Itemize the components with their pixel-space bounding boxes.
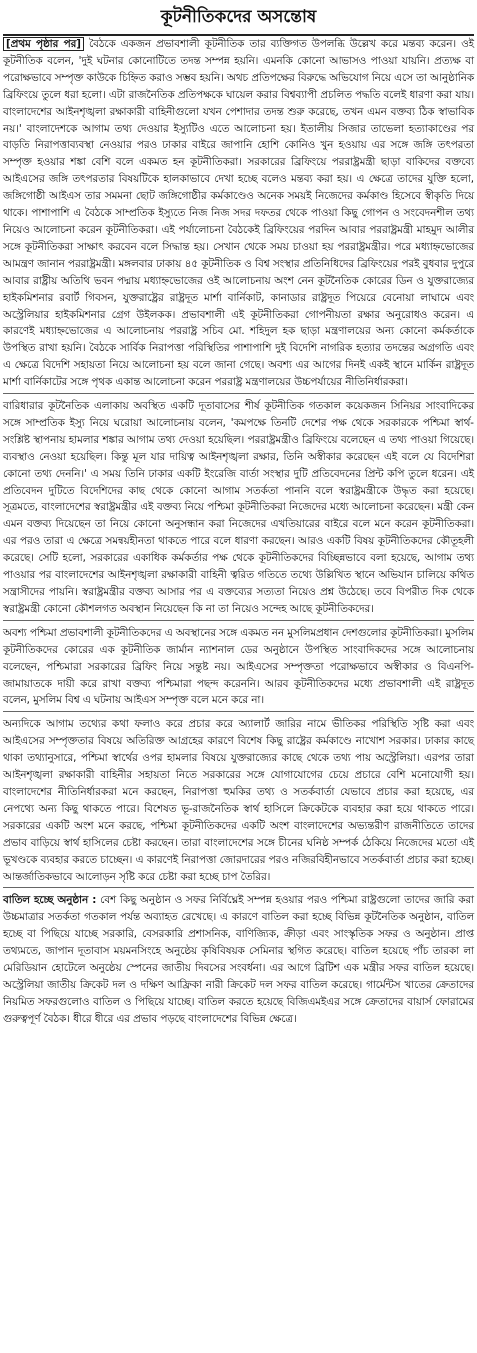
article-paragraph-2 <box>3 398 474 618</box>
article-paragraph-4 <box>3 716 474 885</box>
paragraph-divider <box>3 887 474 888</box>
subheading-cancelled-events: বাতিল হচ্ছে অনুষ্ঠান : <box>3 894 97 907</box>
article-paragraph-1 <box>3 36 474 391</box>
article-paragraph-3 <box>3 625 474 710</box>
paragraph-text: অবশ্য পশ্চিমা প্রভাবশালী কূটনীতিকদের এ অবস্থানের সঙ্গে একমত নন মুসলিমপ্রধান দেশগুলোর কূটনীতিকরা। মুসলিম কূটনীতিকদের কোরের এক কূটনীতিক জার্মান ন্যাশনাল ডের অনুষ্ঠানে উপস্থিত সাংবাদিকদের সঙ্গে আলোচনায় বলেছেন, পশ্চিমারা সরকারের ব্রিফিং নিয়ে সন্তুষ্ট নয়। আইএসের সম্পৃক্ততা পরোক্ষভাবে অস্বীকার ও বিএনপি-জামায়াতকে দায়ী করে রাখা বক্তব্য পশ্চিমারা পছন্দ করেননি। আরব কূটনীতিকদের মধ্যে প্রভাবশালী এই রাষ্ট্রদূত বলেন, মুসলিম বিশ্ব এ ঘটনায় আইএস সম্পৃক্ত বলে মনে করে না। <box>3 626 474 707</box>
paragraph-divider <box>3 393 474 394</box>
continuation-marker: [প্রথম পৃষ্ঠার পর] <box>3 37 84 51</box>
paragraph-text: বেশ কিছু অনুষ্ঠান ও সফর নির্বিঘ্নেই সম্পন্ন হওয়ার পরও পশ্চিমা রাষ্ট্রগুলো তাদের জারি করা উচ্চমাত্রার সতর্কতা গতকাল পর্যন্ত অব্যাহত রেখেছে। এ কারণে বাতিল করা হচ্ছে বিভিন্ন কূটনৈতিক অনুষ্ঠান, বাতিল হচ্ছে বা পিছিয়ে যাচ্ছে সরকারি, বেসরকারি প্রশাসনিক, বাণিজ্যিক, ক্রীড়া এবং সাংস্কৃতিক সফর ও অনুষ্ঠান। প্রাপ্ত তথ্যমতে, জাপান দূতাবাস ময়মনসিংহে অনুষ্ঠেয় কৃষিবিষয়ক সেমিনার স্থগিত করেছে। বাতিল হয়েছে পাঁচ তারকা লা মেরিডিয়ান হোটেলে অনুষ্ঠেয় স্পেনের জাতীয় দিবসের সংবর্ধনা। এর আগে ব্রিটিশ এক মন্ত্রীর সফর বাতিল হয়েছে। অস্ট্রেলিয়া জাতীয় ক্রিকেট দল ও দক্ষিণ আফ্রিকা নারী ক্রিকেট দল সফর বাতিল করেছে। গার্মেন্টস খাতের ক্রেতাদের নিয়মিত সফরগুলোও বাতিল ও পিছিয়ে যাচ্ছে। বাতিল করতে হয়েছে বিজিএমইএর সঙ্গে ক্রেতাদের বায়ার্স ফোরামের গুরুত্বপূর্ণ বৈঠক। ধীরে ধীরে এর প্রভাব পড়ছে বাংলাদেশের বিভিন্ন ক্ষেত্রে। <box>3 894 474 1025</box>
paragraph-divider <box>3 711 474 712</box>
paragraph-text: অন্যদিকে আগাম তথ্যের কথা ফলাও করে প্রচার করে অ্যালার্ট জারির নামে ভীতিকর পরিস্থিতি সৃষ্টি করা এবং আইএসের সম্পৃক্ততার বিষয়ে অতিরিক্ত আগ্রহের কারণে বিশেষ কিছু রাষ্ট্রের কর্মকাণ্ডে নাখোশ সরকার। ঢাকার কাছে থাকা তথ্যানুসারে, পশ্চিমা স্বার্থের ওপর হামলার বিষয়ে যুক্তরাজ্যের কাছে থেকে তথ্য পায় অস্ট্রেলিয়া। এরপর তারা আইনশৃঙ্খলা রক্ষাকারী বাহিনীর সহায়তা নিতে সরকারের সঙ্গে যোগাযোগের চেয়ে প্রচারে বেশি মনোযোগী হয়। বাংলাদেশের নীতিনির্ধারকরা মনে করছেন, নিরাপত্তা হুমকির তথ্য ও সতর্কবার্তা যেভাবে প্রচার করা হয়েছে, এর নেপথ্যে অন্য কিছু থাকতে পারে। বিশেষত ভূ-রাজনৈতিক স্বার্থ হাসিলে ক্রিকেটকে ব্যবহার করা হয়ে থাকতে পারে। সরকারের একটি অংশ মনে করছে, পশ্চিমা কূটনীতিকদের একটি অংশ বাংলাদেশের অভ্যন্তরীণ রাজনীতিতে তাদের প্রভাব বাড়িয়ে স্বার্থ হাসিলের চেষ্টা করছেন। তারা বাংলাদেশের সঙ্গে চীনের ঘনিষ্ঠ সম্পর্ক ঠেকিয়ে নিজেদের মতো এই ভূখণ্ডকে ব্যবহার করতে চাচ্ছেন। এ কারণেই নিরাপত্তা জোরদারের পরও নজিরবিহীনভাবে সতর্কবার্তা প্রচার করা হচ্ছে। আন্তর্জাতিকভাবে আলোড়ন সৃষ্টি করে চেষ্টা করা হচ্ছে চাপ তৈরির। <box>3 718 474 883</box>
paragraph-text: বৈঠকে একজন প্রভাবশালী কূটনীতিক তার ব্যক্তিগত উপলব্ধি উল্লেখ করে মন্তব্য করেন। ওই কূটনীতিক বলেন, 'দুই ঘটনার কোনোটিতে তদন্ত সম্পন্ন হয়নি। এমনকি কোনো আভাসও পাওয়া যায়নি। প্রত্যক্ষ বা পরোক্ষভাবে সম্পৃক্ত কাউকে চিহ্নিত করাও সম্ভব হয়নি। অথচ প্রতিপক্ষের বিরুদ্ধে অভিযোগ নিয়ে এসে তা আনুষ্ঠানিক ব্রিফিংয়ে তুলে ধরা হলো। এটা রাজনৈতিক প্রতিপক্ষকে ঘায়েল করার বিশ্বব্যাপী প্রচলিত পদ্ধতি বলেই ধারণা করা যায়। বাংলাদেশের আইনশৃঙ্খলা রক্ষাকারী বাহিনীগুলো যখন পেশাদার তদন্ত শুরু করেছে, তখন এমন বক্তব্য ঠিক স্বাভাবিক নয়।' বাংলাদেশকে আগাম তথ্য দেওয়ার ইস্যুটিও এতে আলোচনা হয়। ইতালীয় সিজার তাভেলা হত্যাকাণ্ডের পর বাড়তি নিরাপত্তাব্যবস্থা নেওয়ার পরও ঢাকার বাইরে জাপানি হোশি কোনিও খুন হওয়ায় এর সঙ্গে জঙ্গি তৎপরতা সম্পৃক্ত হওয়ার শঙ্কা বেশি বলে একমত হন কূটনীতিকরা। সরকারের ব্রিফিংয়ে পররাষ্ট্রমন্ত্রী ছাড়া বাকিদের বক্তব্যে আইএসের জঙ্গি তৎপরতার বিষয়টিকে হালকাভাবে দেখা হচ্ছে বলেও মন্তব্য করা হয়। এ ক্ষেত্রে তাদের যুক্তি হলো, জঙ্গিগোষ্ঠী আইএস তার সমমনা ছোট জঙ্গিগোষ্ঠীর কর্মকাণ্ডেও অনেক সময়ই নিজেদের কর্মকাণ্ড হিসেবে স্বীকৃতি দিয়ে থাকে। পাশাপাশি এ বৈঠকে সাম্প্রতিক ইস্যুতে নিজ নিজ সদর দফতর থেকে পাওয়া কিছু গোপন ও সংবেদনশীল তথ্য নিয়েও আলোচনা করেন কূটনীতিকরা। এই পর্যালোচনা বৈঠকেই ব্রিফিংয়ের পরদিন আবার পররাষ্ট্রমন্ত্রী মাহমুদ আলীর সঙ্গে কূটনীতিকরা সাক্ষাৎ করবেন বলে সিদ্ধান্ত হয়। সেখান থেকে সময় চাওয়া হয় পররাষ্ট্রমন্ত্রীর। পরে মধ্যাহ্নভোজের আমন্ত্রণ জানান পররাষ্ট্রমন্ত্রী। মঙ্গলবার ঢাকায় ৪৫ কূটনীতিক ও বিশ্ব সংস্থার প্রতিনিধিদের ব্রিফিংয়ের পরই বুধবার দুপুরে আবার রাষ্ট্রীয় অতিথি ভবন পদ্মায় মধ্যাহ্নভোজের ওই আলোচনায় অংশ নেন কূটনৈতিক কোরের ডিন ও যুক্তরাজ্যের হাইকমিশনার রবার্ট গিবসন, যুক্তরাষ্ট্রের রাষ্ট্রদূত মার্শা বার্নিকাট, কানাডার রাষ্ট্রদূত পিয়েরে বেনোয়া লাঘামে এবং অস্ট্রেলিয়ার হাইকমিশনার গ্রেগ উইলকক। প্রভাবশালী এই কূটনীতিকরা গোপনীয়তা রক্ষার অনুরোধও করেন। এ কারণেই মধ্যাহ্নভোজের এ আলোচনায় পররাষ্ট্র সচিব মো. শহিদুল হক ছাড়া মন্ত্রণালয়ের অন্য কোনো কর্মকর্তাকে উপস্থিত রাখা হয়নি। বৈঠকে সার্বিক নিরাপত্তা পরিস্থিতির পাশাপাশি দুই বিদেশি নাগরিক হত্যার তদন্তের অগ্রগতি এবং এ ক্ষেত্রে বিদেশি সহায়তা নিয়ে আলোচনা হয় বলে জানা গেছে। অবশ্য এর আগের দিনই একই স্থানে মার্কিন রাষ্ট্রদূত মার্শা বার্নিকাটের সঙ্গে পৃথক একান্ত আলোচনা করেন পররাষ্ট্র মন্ত্রণালয়ের উচ্চপর্যায়ের নীতিনির্ধারকরা। <box>3 38 474 389</box>
article-headline: কূটনীতিকদের অসন্তোষ <box>3 0 474 36</box>
article-paragraph-5 <box>3 892 474 1027</box>
paragraph-divider <box>3 620 474 621</box>
paragraph-text: বারিধারার কূটনৈতিক এলাকায় অবস্থিত একটি দূতাবাসের শীর্ষ কূটনীতিক গতকাল কয়েকজন সিনিয়র সাংবাদিকের সঙ্গে সাম্প্রতিক ইস্যু নিয়ে ঘরোয়া আলোচনায় বলেন, 'কমপক্ষে তিনটি দেশের পক্ষ থেকে সরকারকে পশ্চিমা স্বার্থ-সংশ্লিষ্ট স্থাপনায় হামলার শঙ্কার আগাম তথ্য দেওয়া হয়েছিল। পররাষ্ট্রমন্ত্রীও ব্রিফিংয়ে বলেছেন এ তথ্য পাওয়া গিয়েছে। ব্যবস্থাও নেওয়া হয়েছিল। কিন্তু মূল যার দায়িত্ব আইনশৃঙ্খলা রক্ষার, তিনি অস্বীকার করেছেন এই বলে যে বিদেশিরা কোনো তথ্য দেননি।' এ সময় তিনি ঢাকার একটি ইংরেজি বার্তা সংস্থার দুটি প্রতিবেদনের প্রিন্ট কপি তুলে ধরেন। এই প্রতিবেদন দুটিতে বিদেশিদের কাছ থেকে কোনো আগাম সতর্কতা পাননি বলে স্বরাষ্ট্রমন্ত্রীকে উদ্ধৃত করা হয়েছে। সূত্রমতে, বাংলাদেশের স্বরাষ্ট্রমন্ত্রীর এই বক্তব্য নিয়ে পশ্চিমা কূটনীতিকরা নিজেদের মধ্যে আলোচনা করেছেন। মন্ত্রী কেন এমন বক্তব্য দিয়েছেন তা নিয়ে কোনো অনুসন্ধান করা নিজেদের এখতিয়ারের বাইরে বলে মনে করেন কূটনীতিকরা। এর পরও তারা এ ক্ষেত্রে সমন্বয়হীনতা থাকতে পারে বলে ধারণা করছেন। আরও একটি বিষয় কূটনীতিকদের কৌতূহলী করেছে। সেটি হলো, সরকারের একাধিক কর্মকর্তার পক্ষ থেকে কূটনীতিকদের বিচ্ছিন্নভাবে বলা হয়েছে, আগাম তথ্য পাওয়ার পর বাংলাদেশের আইনশৃঙ্খলা রক্ষাকারী বাহিনী ত্বরিত গতিতে তথ্যে উল্লিখিত স্থানে অভিযান চালিয়ে কথিত সন্ত্রাসীদের পায়নি। স্বরাষ্ট্রমন্ত্রীর বক্তব্য আসার পর এ বক্তব্যের সত্যতা নিয়েও প্রশ্ন উঠেছে। তবে বিপরীত দিক থেকে স্বরাষ্ট্রমন্ত্রী কোনো কৌশলগত অবস্থান নিয়েছেন কি না তা নিয়েও সন্দেহ আছে কূটনীতিকদের। <box>3 400 474 615</box>
